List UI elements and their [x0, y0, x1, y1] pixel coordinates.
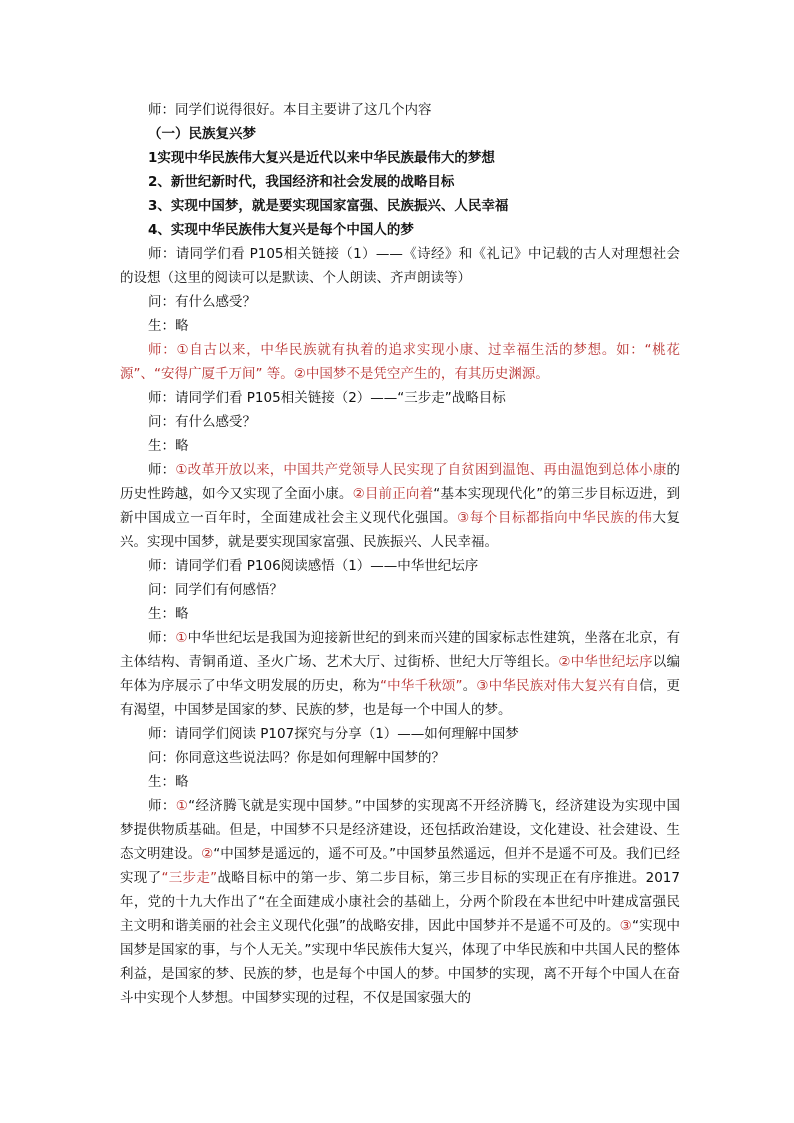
paragraph [120, 338, 680, 386]
text-run: 信，更有渴望，中国梦是国家的梦、民族的梦，也是每一个中国人的梦。 [120, 678, 681, 718]
paragraph [120, 770, 680, 794]
highlighted-text: 师：①自古以来，中华民族就有执着的追求实现小康、过幸福生活的梦想。如：“桃花源”、“安得广厦千万间” 等。②中国梦不是凭空产生的，有其历史渊源。 [120, 342, 680, 382]
paragraph [120, 434, 680, 458]
text-run: 3、实现中国梦，就是要实现国家富强、民族振兴、人民幸福 [148, 198, 509, 214]
paragraph [120, 458, 680, 554]
text-run: 师：请同学们看 P106阅读感悟（1）——中华世纪坛序 [148, 558, 479, 574]
highlighted-text: ②中华世纪坛序 [558, 654, 653, 670]
text-run: 。 [462, 678, 477, 694]
text-run: 生：略 [148, 606, 189, 622]
text-run: 师： [148, 462, 176, 478]
paragraph [120, 242, 680, 290]
paragraph [120, 98, 680, 122]
text-run: 生：略 [148, 318, 189, 334]
text-run: 生：略 [148, 774, 189, 790]
text-run: 问：有什么感受？ [148, 294, 256, 310]
paragraph [120, 626, 680, 722]
paragraph [120, 410, 680, 434]
paragraph [120, 578, 680, 602]
section-heading [120, 194, 680, 218]
section-heading [120, 122, 680, 146]
paragraph [120, 794, 680, 1010]
text-run: 问：你同意这些说法吗？你是如何理解中国梦的？ [148, 750, 445, 766]
text-run: 4、实现中华民族伟大复兴是每个中国人的梦 [148, 222, 414, 238]
text-run: “基本实现现代化” [433, 486, 544, 502]
highlighted-text: ③ [619, 918, 632, 934]
text-run: 大复兴。实现中国梦，就是要实现国家富强、民族振兴、人民幸福。 [120, 510, 681, 550]
text-run: 师：同学们说得很好。本目主要讲了这几个内容 [148, 102, 432, 118]
text-run: “实现中国梦是国家的事，与个人无关。”实现中华民族伟大复兴，体现了中华民族和中共国人民的整体利益，是国家的梦、民族的梦，也是每个中国人的梦。中国梦的实现，离不开每个中国人在奋斗中实现个人梦想。中国梦实现的过程，不仅是国家强大的 [120, 918, 681, 1006]
text-run: 中华世纪坛是我国为迎接新世纪的到来而兴建的国家标志性建筑，坐落在北京，有主体结构、青铜甬道、圣火广场、艺术大厅、过街桥、世纪大厅等组长。 [120, 630, 681, 670]
paragraph [120, 314, 680, 338]
highlighted-text: ② [201, 846, 214, 862]
highlighted-text: ①改革开放以来，中国共产党领导人民实现了自贫困到温饱、再由温饱到总体小康 [175, 462, 667, 478]
text-run: 以编年体为序展示了中华文明发展的历史，称为 [120, 654, 680, 694]
text-run: 的第三步目标迈进，到新中国成立一百年时，全面建成社会主义现代化强国。 [120, 486, 681, 526]
paragraph [120, 386, 680, 410]
highlighted-text: ① [175, 798, 189, 814]
text-run: 师： [148, 798, 176, 814]
text-run: 师：请同学们看 P105相关链接（2）——“三步走”战略目标 [148, 390, 506, 406]
text-run: （一）民族复兴梦 [148, 126, 256, 142]
text-run: 问：有什么感受？ [148, 414, 256, 430]
paragraph [120, 722, 680, 746]
text-run: 2、新世纪新时代，我国经济和社会发展的战略目标 [148, 174, 455, 190]
document-page [120, 98, 680, 1010]
section-heading [120, 170, 680, 194]
section-heading [120, 218, 680, 242]
highlighted-text: “三步走” [161, 870, 218, 886]
text-run: 生：略 [148, 438, 189, 454]
section-heading [120, 146, 680, 170]
text-run: “经济腾飞就是实现中国梦。”中国梦的实现离不开经济腾飞，经济建设为实现中国梦提供物质基础。但是，中国梦不只是经济建设，还包括政治建设，文化建设、社会建设、生态文明建设。 [120, 798, 681, 862]
paragraph [120, 554, 680, 578]
highlighted-text: ③每个目标都指向中华民族的伟 [457, 510, 653, 526]
text-run: 的历史性跨越，如今又实现了全面小康。 [120, 462, 681, 502]
text-run: 1实现中华民族伟大复兴是近代以来中华民族最伟大的梦想 [148, 150, 495, 166]
highlighted-text: “中华千秋颂” [379, 678, 463, 694]
paragraph [120, 290, 680, 314]
text-run: 师：请同学们看 P105相关链接（1）——《诗经》和《礼记》中记载的古人对理想社会的设想（这里的阅读可以是默读、个人朗读、齐声朗读等） [120, 246, 680, 286]
paragraph [120, 746, 680, 770]
highlighted-text: ① [175, 630, 188, 646]
highlighted-text: ②目前正向着 [352, 486, 434, 502]
text-run: “中国梦是遥远的，遥不可及。”中国梦虽然遥远，但并不是遥不可及。我们已经实现了 [120, 846, 680, 886]
paragraph [120, 602, 680, 626]
highlighted-text: ③中华民族对伟大复兴有自 [476, 678, 640, 694]
text-run: 师：请同学们阅读 P107探究与分享（1）——如何理解中国梦 [148, 726, 519, 742]
text-run: 师： [148, 630, 176, 646]
text-run: 问：同学们有何感悟？ [148, 582, 283, 598]
text-run: 战略目标中的第一步、第二步目标，第三步目标的实现正在有序推进。2017年，党的十九大作出了“在全面建成小康社会的基础上，分两个阶段在本世纪中叶建成富强民主文明和谐美丽的社会主义现代化强”的战略安排，因此中国梦并不是遥不可及的。 [120, 870, 680, 934]
